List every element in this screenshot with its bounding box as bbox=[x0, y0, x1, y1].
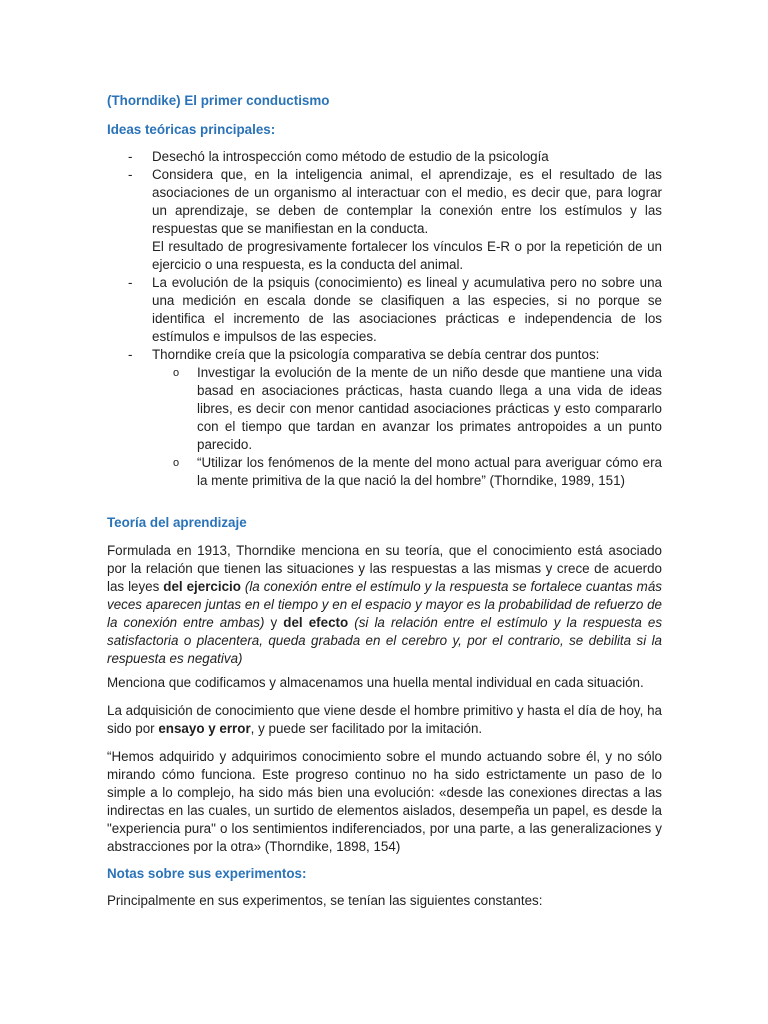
learning-paragraph-3 bbox=[107, 702, 662, 738]
list-item-text: Considera que, en la inteligencia animal, el aprendizaje, es el resultado de las asociaciones de un organismo al interactuar con el medio, es decir que, para lograr un aprendizaje, se deben de contemplar la conexión entre los estímulos y las respuestas que se manifiestan en la conducta. bbox=[152, 167, 662, 236]
sub-list-item-text: Investigar la evolución de la mente de un niño desde que mantiene una vida basad en asociaciones prácticas, hasta cuando llega a una vida de ideas libres, es decir con menor cantidad asociaciones prácticas y esto compararlo con el tiempo que tardan en avanzar los primates antropoides a un punto parecido. bbox=[197, 365, 662, 452]
sub-list-item-text: “Utilizar los fenómenos de la mente del mono actual para averiguar cómo era la mente primitiva de la que nació la del hombre” (Thorndike, 1989, 151) bbox=[197, 455, 662, 488]
bold-term: del efecto bbox=[283, 615, 349, 630]
sub-list bbox=[152, 364, 662, 490]
list-item-text: Thorndike creía que la psicología comparativa se debía centrar dos puntos: bbox=[152, 347, 600, 362]
notes-heading: Notas sobre sus experimentos: bbox=[107, 866, 307, 881]
circle-bullet-icon: o bbox=[173, 367, 180, 379]
italic-text: (si la relación entre el estímulo y la respuesta es satisfactoria o placentera, queda grabada en el cerebro y, por el contrario, se debilita si la respuesta es negativa) bbox=[107, 615, 663, 666]
circle-bullet-icon: o bbox=[173, 457, 180, 469]
list-item bbox=[107, 274, 662, 346]
learning-paragraph-1 bbox=[107, 542, 662, 668]
ideas-heading: Ideas teóricas principales: bbox=[107, 122, 276, 137]
list-item bbox=[107, 148, 662, 166]
sub-list-item bbox=[152, 454, 662, 490]
italic-text: (la conexión entre el estímulo y la respuesta se fortalece cuantas más veces aparecen juntas en el tiempo y en el espacio y mayor es la probabilidad de refuerzo de la conexión entre ambas) bbox=[107, 579, 662, 630]
list-item-text: Desechó la introspección como método de estudio de la psicología bbox=[152, 149, 549, 164]
list-item-text: La evolución de la psiquis (conocimiento) es lineal y acumulativa pero no sobre una una medición en escala donde se clasifiquen a las especies, si no porque se identifica el incremento de las asociaciones prácticas e independencia de los estímulos e impulsos de las especies. bbox=[152, 275, 662, 344]
learning-heading: Teoría del aprendizaje bbox=[107, 515, 247, 530]
ideas-list bbox=[107, 148, 662, 490]
page-title: (Thorndike) El primer conductismo bbox=[107, 93, 330, 108]
dash-marker: - bbox=[128, 149, 133, 164]
text-span: y bbox=[264, 615, 284, 630]
text-span: Formulada en 1913, Thorndike menciona en su teoría, que el conocimiento está asociado por la relación que tienen las situaciones y las respuestas a las mismas y crece de acuerdo las leyes bbox=[107, 543, 662, 594]
dash-marker: - bbox=[128, 347, 133, 362]
list-item bbox=[107, 166, 662, 274]
dash-marker: - bbox=[128, 167, 133, 182]
dash-marker: - bbox=[128, 275, 133, 290]
notes-paragraph: Principalmente en sus experimentos, se tenían las siguientes constantes: bbox=[107, 893, 543, 908]
text-span: , y puede ser facilitado por la imitación. bbox=[250, 721, 483, 736]
bold-term: del ejercicio bbox=[163, 579, 241, 594]
sub-list-item bbox=[152, 364, 662, 454]
learning-paragraph-2: Menciona que codificamos y almacenamos una huella mental individual en cada situación. bbox=[107, 675, 644, 690]
list-item-continuation: El resultado de progresivamente fortalecer los vínculos E-R o por la repetición de un ejercicio o una respuesta, es la conducta del animal. bbox=[152, 239, 662, 272]
bold-term: ensayo y error bbox=[158, 721, 251, 736]
quote-paragraph: “Hemos adquirido y adquirimos conocimiento sobre el mundo actuando sobre él, y no sólo mirando cómo funciona. Este progreso continuo no ha sido estrictamente un paso de lo simple a lo complejo, ha sido más bien una evolución: «desde las conexiones directas a las indirectas en las cuales, un surtido de elementos aislados, desempeña un papel, es desde la "experiencia pura" o los sentimientos indiferenciados, por una parte, a las generalizaciones y abstracciones por la otra» (Thorndike, 1898, 154) bbox=[107, 749, 662, 854]
text-span: La adquisición de conocimiento que viene desde el hombre primitivo y hasta el día de hoy, ha sido por bbox=[107, 703, 662, 736]
list-item bbox=[107, 346, 662, 490]
